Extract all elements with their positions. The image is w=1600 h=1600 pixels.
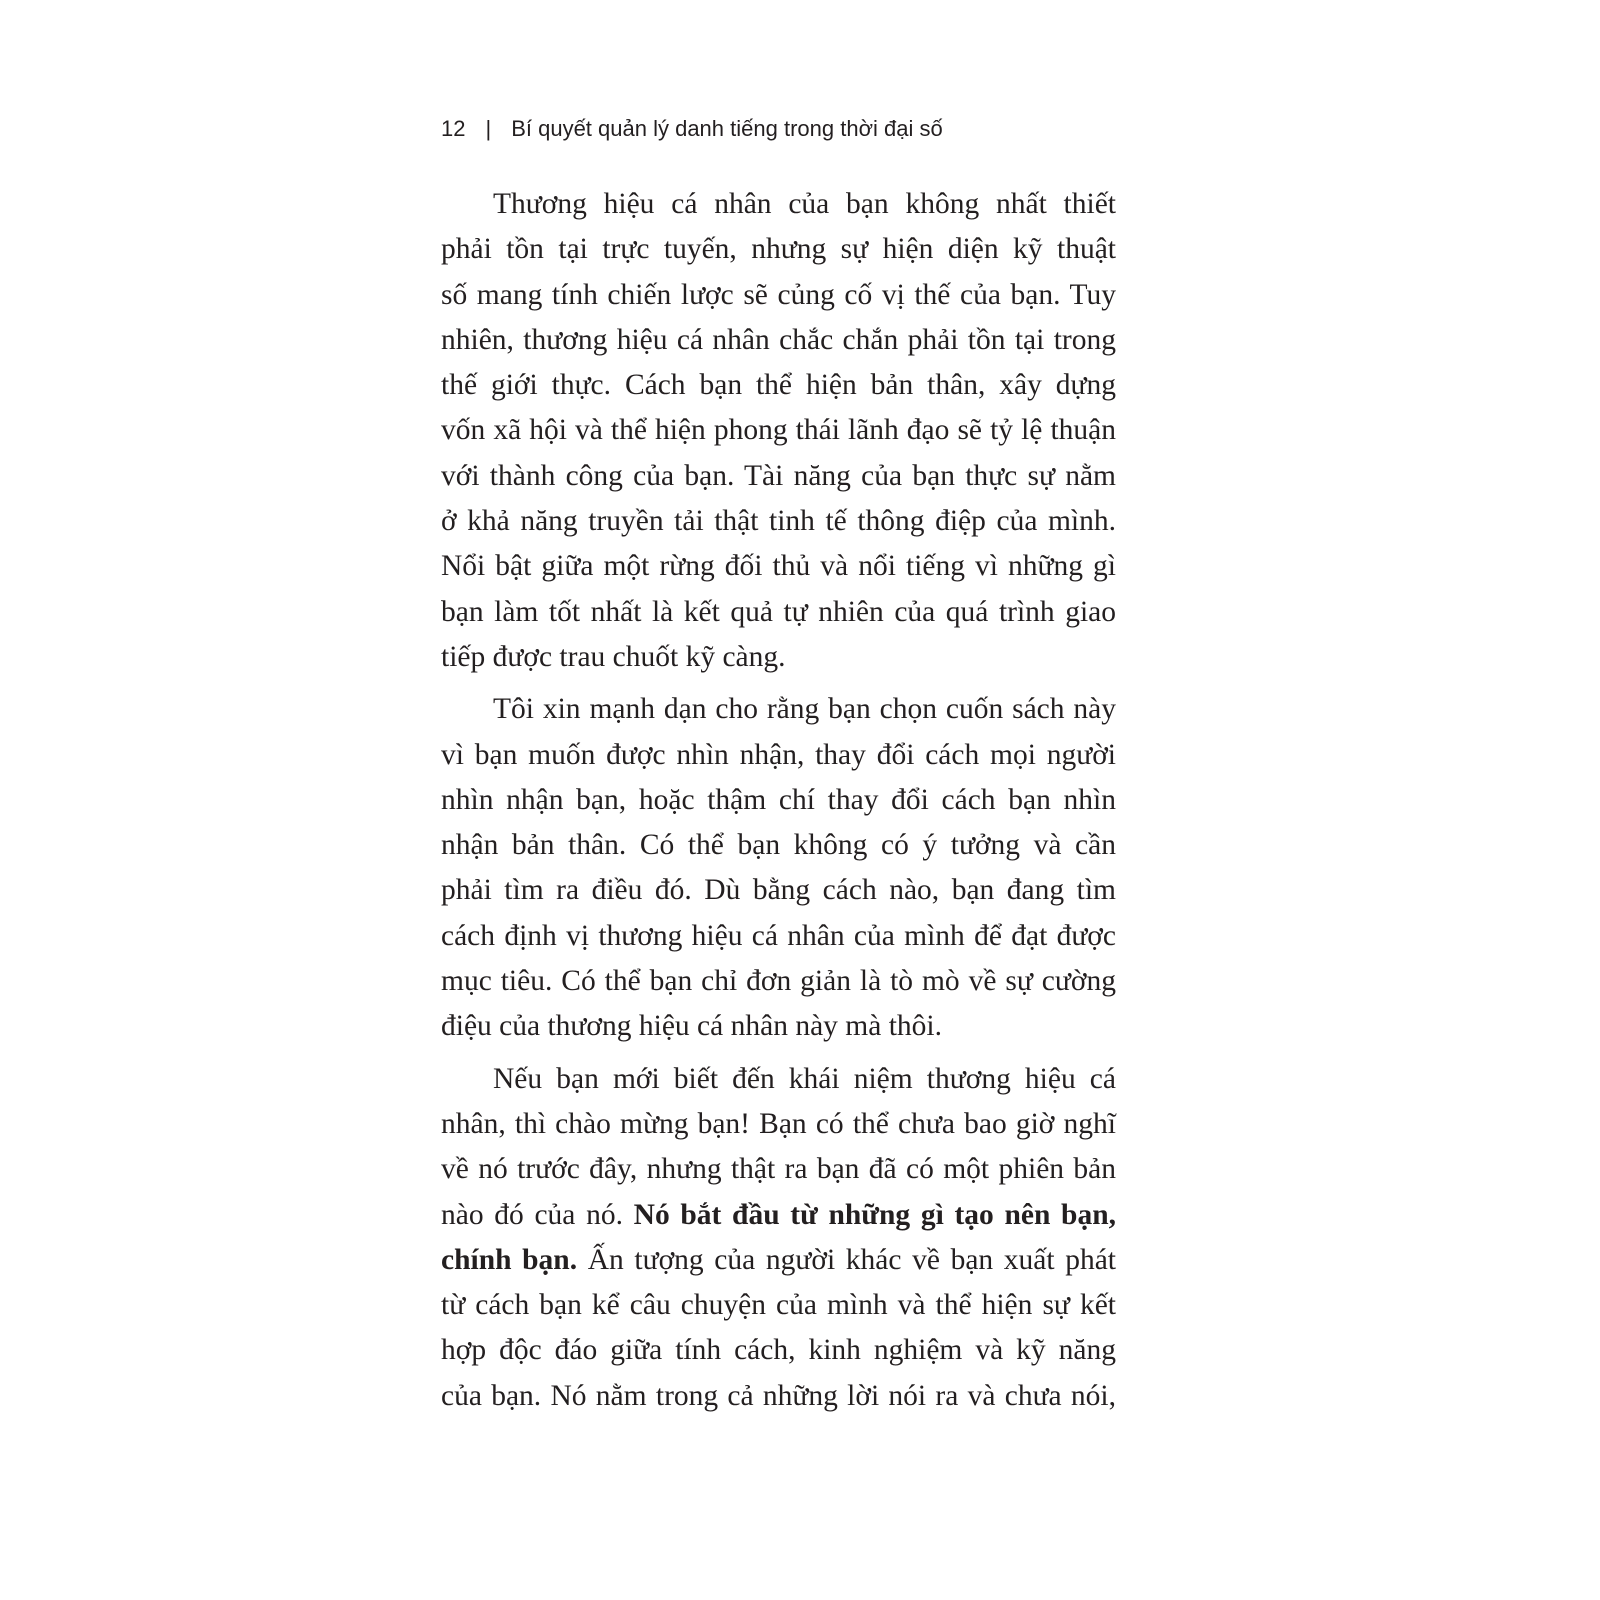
text-line: Nếu bạn mới biết đến khái niệm thương hiệu cá [493,1062,1116,1095]
bold-emphasis: Nó bắt đầu từ những gì tạo nên bạn, [633,1198,1116,1231]
text-line: vì bạn muốn được nhìn nhận, thay đổi cách mọi người [441,738,1116,771]
text-line: cách định vị thương hiệu cá nhân của mình để đạt được [441,919,1116,952]
text-line: hợp độc đáo giữa tính cách, kinh nghiệm và kỹ năng [441,1334,1116,1367]
text-line: từ cách bạn kể câu chuyện của mình và thể hiện sự kết [441,1289,1116,1322]
text-line: số mang tính chiến lược sẽ củng cố vị thế của bạn. Tuy [441,278,1116,311]
text-line: tiếp được trau chuốt kỹ càng. [441,640,786,673]
text-line-mixed [441,1193,1116,1238]
running-header [441,116,943,142]
text-line: với thành công của bạn. Tài năng của bạn thực sự nằm [441,459,1116,492]
text-line: thế giới thực. Cách bạn thể hiện bản thân, xây dựng [441,369,1116,402]
text-line: vốn xã hội và thể hiện phong thái lãnh đạo sẽ tỷ lệ thuận [441,414,1116,447]
text-line: điệu của thương hiệu cá nhân này mà thôi. [441,1010,942,1043]
text-line: Tôi xin mạnh dạn cho rằng bạn chọn cuốn sách này [493,693,1116,726]
text-line: phải tìm ra điều đó. Dù bằng cách nào, bạn đang tìm [441,874,1116,907]
text-line: về nó trước đây, nhưng thật ra bạn đã có một phiên bản [441,1153,1116,1186]
book-title: Bí quyết quản lý danh tiếng trong thời đại số [511,116,943,141]
normal-text: nào đó của nó. [441,1198,634,1231]
text-line: nhân, thì chào mừng bạn! Bạn có thể chưa bao giờ nghĩ [441,1107,1116,1140]
normal-text: Ấn tượng của người khác về bạn xuất phát [577,1243,1116,1276]
text-line: nhìn nhận bạn, hoặc thậm chí thay đổi cách bạn nhìn [441,783,1116,816]
header-separator: | [485,116,492,141]
book-page [441,0,1116,1600]
text-line: mục tiêu. Có thể bạn chỉ đơn giản là tò mò về sự cường [441,965,1116,998]
paragraph-3 [441,1057,1116,1419]
bold-emphasis: chính bạn. [441,1243,578,1276]
body-text [441,182,1116,1426]
text-line: phải tồn tại trực tuyến, nhưng sự hiện diện kỹ thuật [441,233,1116,266]
text-line: nhận bản thân. Có thể bạn không có ý tưởng và cần [441,829,1116,862]
text-line: nhiên, thương hiệu cá nhân chắc chắn phải tồn tại trong [441,323,1116,356]
page-number: 12 [441,116,466,141]
text-line: ở khả năng truyền tải thật tinh tế thông điệp của mình. [441,505,1116,538]
text-line: của bạn. Nó nằm trong cả những lời nói ra và chưa nói, [441,1379,1116,1412]
text-line: Nổi bật giữa một rừng đối thủ và nổi tiếng vì những gì [441,550,1116,583]
paragraph-1 [441,182,1116,680]
text-line-mixed [441,1238,1116,1283]
text-line: Thương hiệu cá nhân của bạn không nhất thiết [493,188,1116,220]
text-line: bạn làm tốt nhất là kết quả tự nhiên của quá trình giao [441,595,1116,628]
paragraph-2 [441,687,1116,1049]
